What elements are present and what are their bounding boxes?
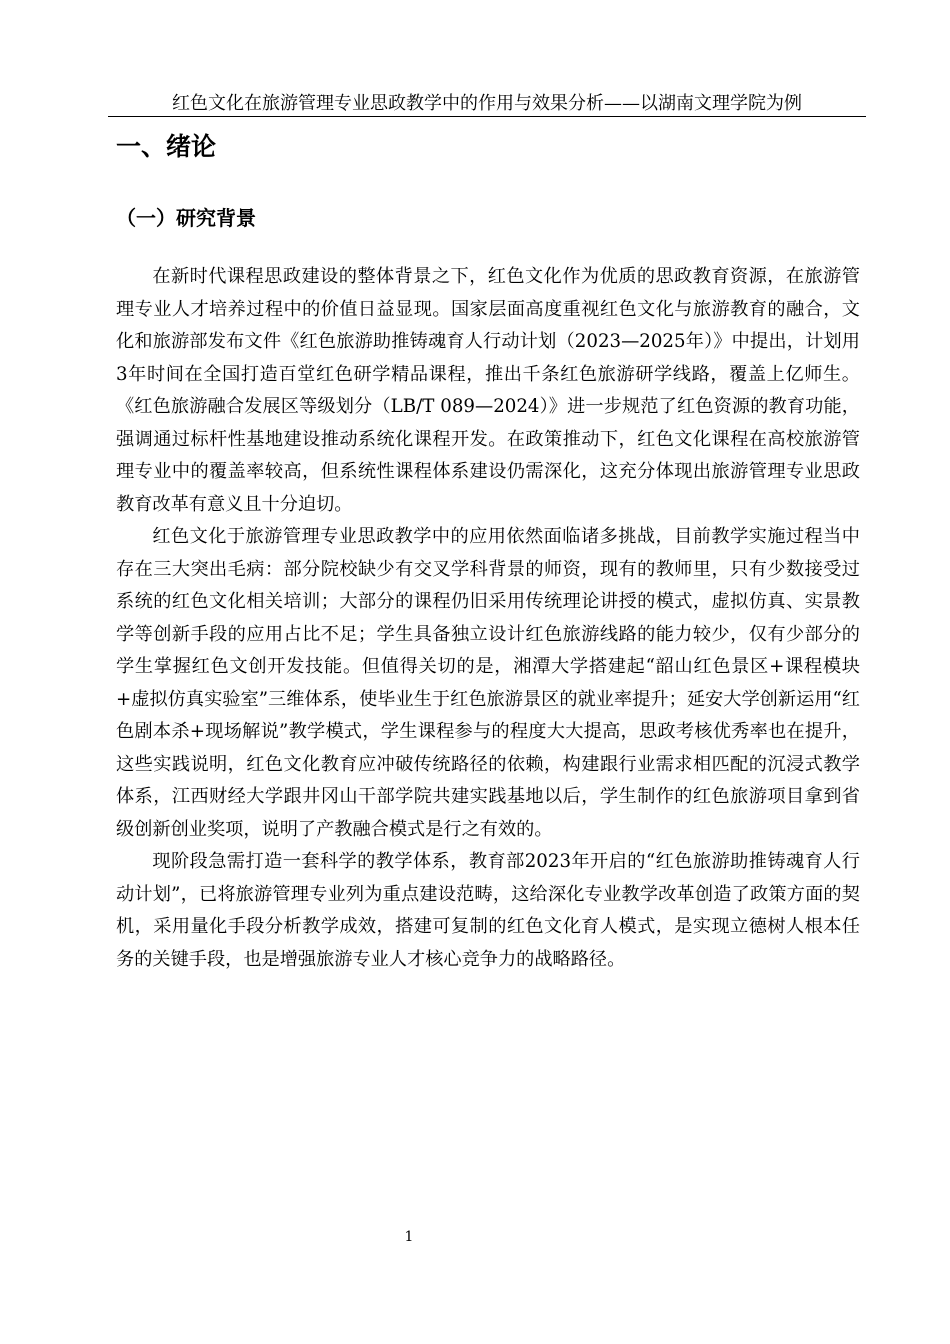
running-header: 红色文化在旅游管理专业思政教学中的作用与效果分析——以湖南文理学院为例 [108, 94, 866, 117]
paragraph: 现阶段急需打造一套科学的教学体系，教育部2023年开启的“红色旅游助推铸魂育人行动计划”，已将旅游管理专业列为重点建设范畴，这给深化专业教学改革创造了政策方面的契机，采用量化手段分析教学成效，搭建可复制的红色文化育人模式，是实现立德树人根本任务的关键手段，也是增强旅游专业人才核心竞争力的战略路径。 [116, 851, 860, 970]
paragraph: 在新时代课程思政建设的整体背景之下，红色文化作为优质的思政教育资源，在旅游管理专业人才培养过程中的价值日益显现。国家层面高度重视红色文化与旅游教育的融合，文化和旅游部发布文件《红色旅游助推铸魂育人行动计划（2023—2025年）》中提出，计划用3年时间在全国打造百堂红色研学精品课程，推出千条红色旅游研学线路，覆盖上亿师生。《红色旅游融合发展区等级划分（LB/T 089—2024）》进一步规范了红色资源的教育功能，强调通过标杆性基地建设推动系统化课程开发。在政策推动下，红色文化课程在高校旅游管理专业中的覆盖率较高，但系统性课程体系建设仍需深化，这充分体现出旅游管理专业思政教育改革有意义且十分迫切。 [116, 266, 860, 515]
section-heading: （一）研究背景 [116, 206, 256, 230]
body-text [116, 261, 860, 976]
paragraph: 红色文化于旅游管理专业思政教学中的应用依然面临诸多挑战，目前教学实施过程当中存在三大突出毛病：部分院校缺少有交叉学科背景的师资，现有的教师里，只有少数接受过系统的红色文化相关培训；大部分的课程仍旧采用传统理论讲授的模式，虚拟仿真、实景教学等创新手段的应用占比不足；学生具备独立设计红色旅游线路的能力较少，仅有少部分的学生掌握红色文创开发技能。但值得关切的是，湘潭大学搭建起“韶山红色景区+课程模块+虚拟仿真实验室”三维体系，使毕业生于红色旅游景区的就业率提升；延安大学创新运用“红色剧本杀+现场解说”教学模式，学生课程参与的程度大大提高，思政考核优秀率也在提升，这些实践说明，红色文化教育应冲破传统路径的依赖，构建跟行业需求相匹配的沉浸式教学体系，江西财经大学跟井冈山干部学院共建实践基地以后，学生制作的红色旅游项目拿到省级创新创业奖项，说明了产教融合模式是行之有效的。 [116, 526, 860, 840]
page-number: 1 [404, 1229, 414, 1245]
chapter-heading: 一、绪论 [116, 132, 217, 161]
